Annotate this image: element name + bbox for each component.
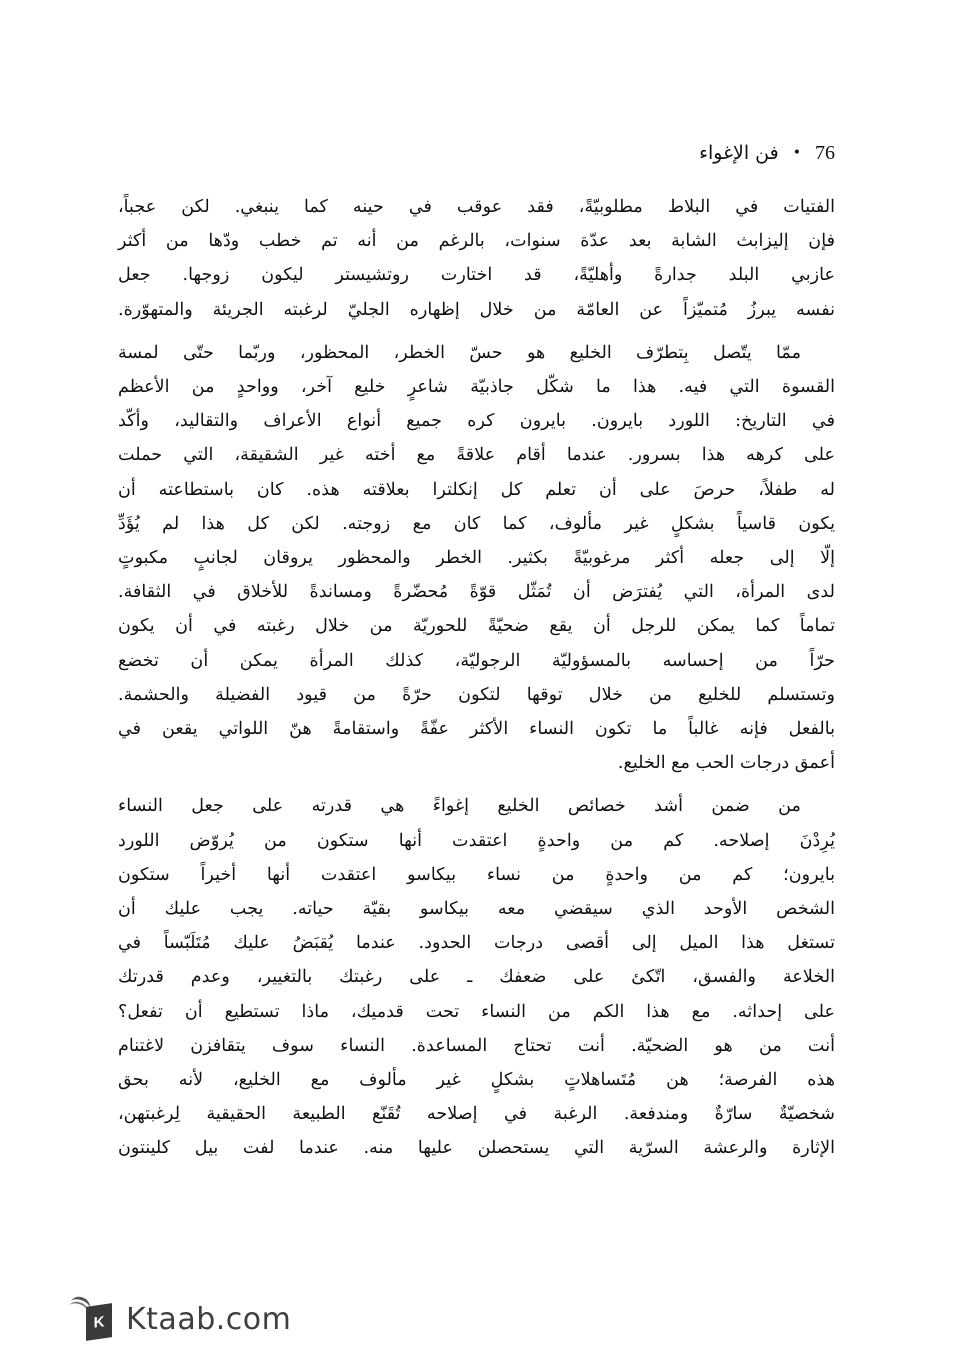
- book-title: فن الإغواء: [699, 142, 779, 164]
- text-line: له طفلاً، حرصَ على أن تعلم كل إنكلترا بعلاقته هذه. كان باستطاعته أن: [118, 479, 835, 500]
- text-line: أنت من هو الضحيّة. أنت تحتاج المساعدة. النساء سوف يتقافزن لاغتنام: [118, 1035, 835, 1056]
- text-line: القسوة التي فيه. هذا ما شكّل جاذبيّة شاعرٍ خليع آخر، وواحدٍ من الأعظم: [118, 377, 835, 398]
- text-line: تستغل هذا الميل إلى أقصى درجات الحدود. عندما يُقبَضُ عليك مُتَلَبّساً في: [118, 933, 835, 954]
- text-line: حرّاً من إحساسه بالمسؤوليّة الرجوليّة، كذلك المرأة يمكن أن تخضع: [118, 650, 835, 671]
- watermark-text: Ktaab.com: [126, 1301, 292, 1337]
- text-line: الخلاعة والفسق، اتّكئ على ضعفك ـ على رغبتك بالتغيير، وعدم قدرتك: [118, 967, 835, 988]
- text-line: الفتيات في البلاط مطلوبيّةً، فقد عوقب في حينه كما ينبغي. لكن عجباً،: [118, 197, 835, 217]
- text-line: شخصيّةٌ سارّةٌ ومندفعة. الرغبة في إصلاحه تُقَنّع الطبيعة الحقيقية لِرغبتهن،: [118, 1104, 835, 1125]
- text-line: نفسه يبرزُ مُتميّزاً عن العامّة من خلال إظهاره الجليّ لرغبته الجريئة والمتهوّرة.: [118, 299, 835, 320]
- text-line: الإثارة والرعشة السرّية التي يستحصلن عليها منه. عندما لفت بيل كلينتون: [118, 1138, 835, 1159]
- book-cover-icon: K: [86, 1303, 112, 1341]
- text-line: إلّا إلى جعله أكثر مرغوبيّةً بكثير. الخطر والمحظور يروقان لجانبٍ مكبوتٍ: [118, 548, 835, 569]
- text-line: من ضمن أشد خصائص الخليع إغواءً هي قدرته على جعل النساء: [118, 796, 801, 817]
- text-line: أعمق درجات الحب مع الخليع.: [617, 753, 835, 774]
- book-k-logo-icon: [64, 1293, 116, 1345]
- text-line: عازبي البلد جدارةً وأهليّةً، قد اختارت روتشيستر ليكون زوجها. جعل: [118, 265, 835, 286]
- ktaab-watermark-logo: [64, 1293, 291, 1345]
- text-line: ممّا يتّصل بِتطرّف الخليع هو حسّ الخطر، المحظور، وربّما حتّى لمسة: [118, 342, 801, 363]
- running-header: [699, 140, 835, 166]
- text-line: الشخص الأوحد الذي سيقضي معه بيكاسو بقيّة حياته. يجب عليك أن: [118, 899, 835, 920]
- text-line: فإن إليزابث الشابة بعد عدّة سنوات، بالرغم من أنه تم خطب ودّها من أكثر: [118, 231, 835, 252]
- text-line: على إحداثه. مع هذا الكم من النساء تحت قدميك، ماذا تستطيع أن تفعل؟: [118, 1001, 835, 1022]
- text-line: يُرِدْنَ إصلاحه. كم من واحدةٍ اعتقدت أنها ستكون من يُروّض اللورد: [118, 830, 835, 851]
- text-line: بايرون؛ كم من واحدةٍ من نساء بيكاسو اعتقدت أنها أخيراً ستكون: [118, 864, 835, 885]
- text-line: يكون قاسياً بشكلٍ غير مألوف، كما كان مع زوجته. لكن كل هذا لم يُؤَدِّ: [118, 513, 835, 534]
- text-line: على كرهه هذا بسرور. عندما أقام علاقةً مع أخته غير الشقيقة، التي حملت: [118, 445, 835, 466]
- paragraph-3: [118, 789, 835, 1165]
- page-body: [118, 190, 835, 1175]
- page-number: 76: [815, 142, 835, 164]
- paragraph-1: [118, 190, 835, 327]
- text-line: هذه الفرصة؛ هن مُتَساهلاتٍ بشكلٍ غير مألوف مع الخليع، لأنه بحق: [118, 1070, 835, 1091]
- text-line: وتستسلم للخليع من خلال توقها لتكون حرّةً من قيود الفضيلة والحشمة.: [118, 684, 835, 705]
- text-line: تماماً كما يمكن للرجل أن يقع ضحيّةً للحوريّة من خلال رغبته في أن يكون: [118, 616, 835, 637]
- paragraph-2: [118, 336, 835, 781]
- header-separator-bullet: •: [792, 145, 801, 161]
- text-line: لدى المرأة، التي يُفترَض أن تُمَثّل قوّةً مُحضّرةً ومساندةً للأخلاق في الثقافة.: [118, 582, 835, 603]
- text-line: بالفعل فإنه غالباً ما تكون النساء الأكثر عفّةً واستقامةً هنّ اللواتي يقعن في: [118, 719, 835, 740]
- text-line: في التاريخ: اللورد بايرون. بايرون كره جميع أنواع الأعراف والتقاليد، وأكّد: [118, 411, 835, 432]
